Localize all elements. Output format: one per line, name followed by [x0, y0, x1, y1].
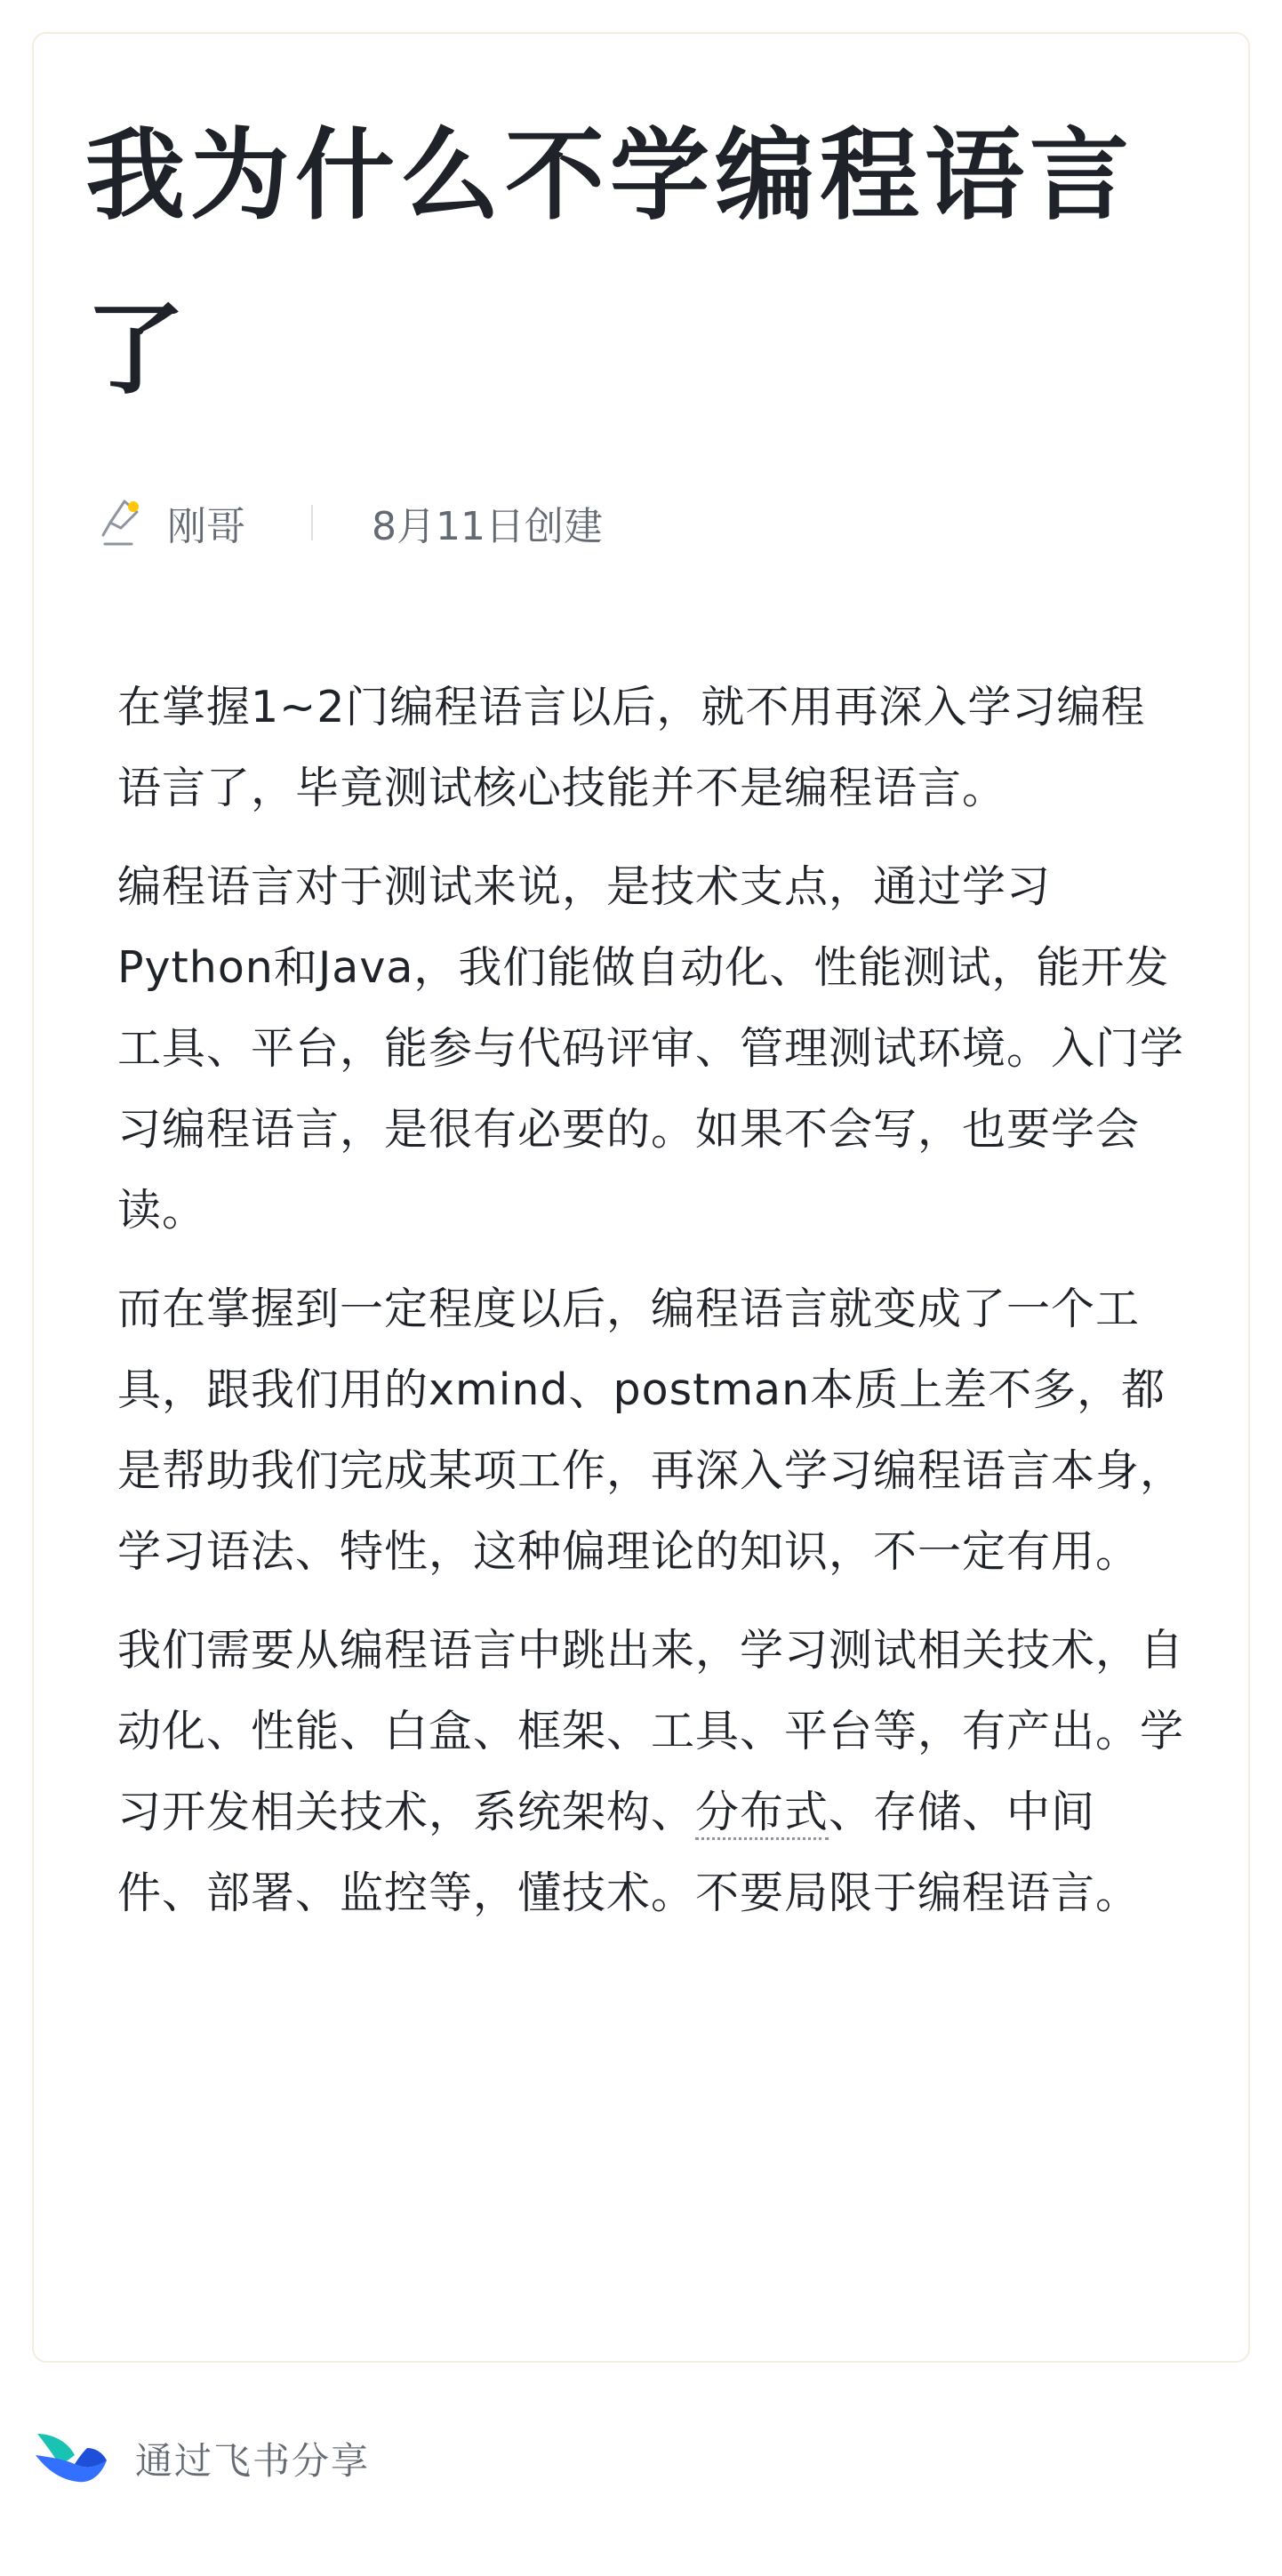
- paragraph-1: 在掌握1~2门编程语言以后，就不用再深入学习编程语言了，毕竟测试核心技能并不是编程语言。: [117, 682, 1146, 813]
- paragraph-4-start: 我们需要从编程语言中跳出来，学习测试相关技术，自动化、性能、白盒、框架、工具、平台等，有产出。学习开发相关技术，系统架构、: [117, 1625, 1185, 1837]
- share-text[interactable]: 通过飞书分享: [135, 2439, 371, 2483]
- doc-meta: [98, 487, 603, 558]
- author-name[interactable]: 刚哥: [167, 504, 245, 549]
- paragraph-2: 编程语言对于测试来说，是技术支点，通过学习Python和Java，我们能做自动化、性能测试，能开发工具、平台，能参与代码评审、管理测试环境。入门学习编程语言，是很有必要的。如果不会写，也要学会读。: [117, 861, 1185, 1236]
- page-title: 我为什么不学编程语言了: [85, 118, 1134, 408]
- article-body: [117, 667, 1184, 1951]
- created-date: 8月11日创建: [372, 504, 603, 549]
- paragraph-4-end: 、存储、中间件、部署、监控等，懂技术。不要局限于编程语言。: [117, 1787, 1141, 1918]
- paragraph-3: 而在掌握到一定程度以后，编程语言就变成了一个工具，跟我们用的xmind、postman本质上差不多，都是帮助我们完成某项工作，再深入学习编程语言本身，学习语法、特性，这种偏理论的知识，不一定有用。: [117, 1284, 1185, 1577]
- meta-divider: [311, 505, 313, 540]
- paragraph-4: [117, 1610, 1184, 1933]
- feishu-logo-icon: [34, 2428, 108, 2489]
- term-link-distributed[interactable]: 分布式: [695, 1787, 829, 1840]
- pen-nib-icon: [98, 496, 144, 549]
- share-footer[interactable]: [34, 2423, 370, 2494]
